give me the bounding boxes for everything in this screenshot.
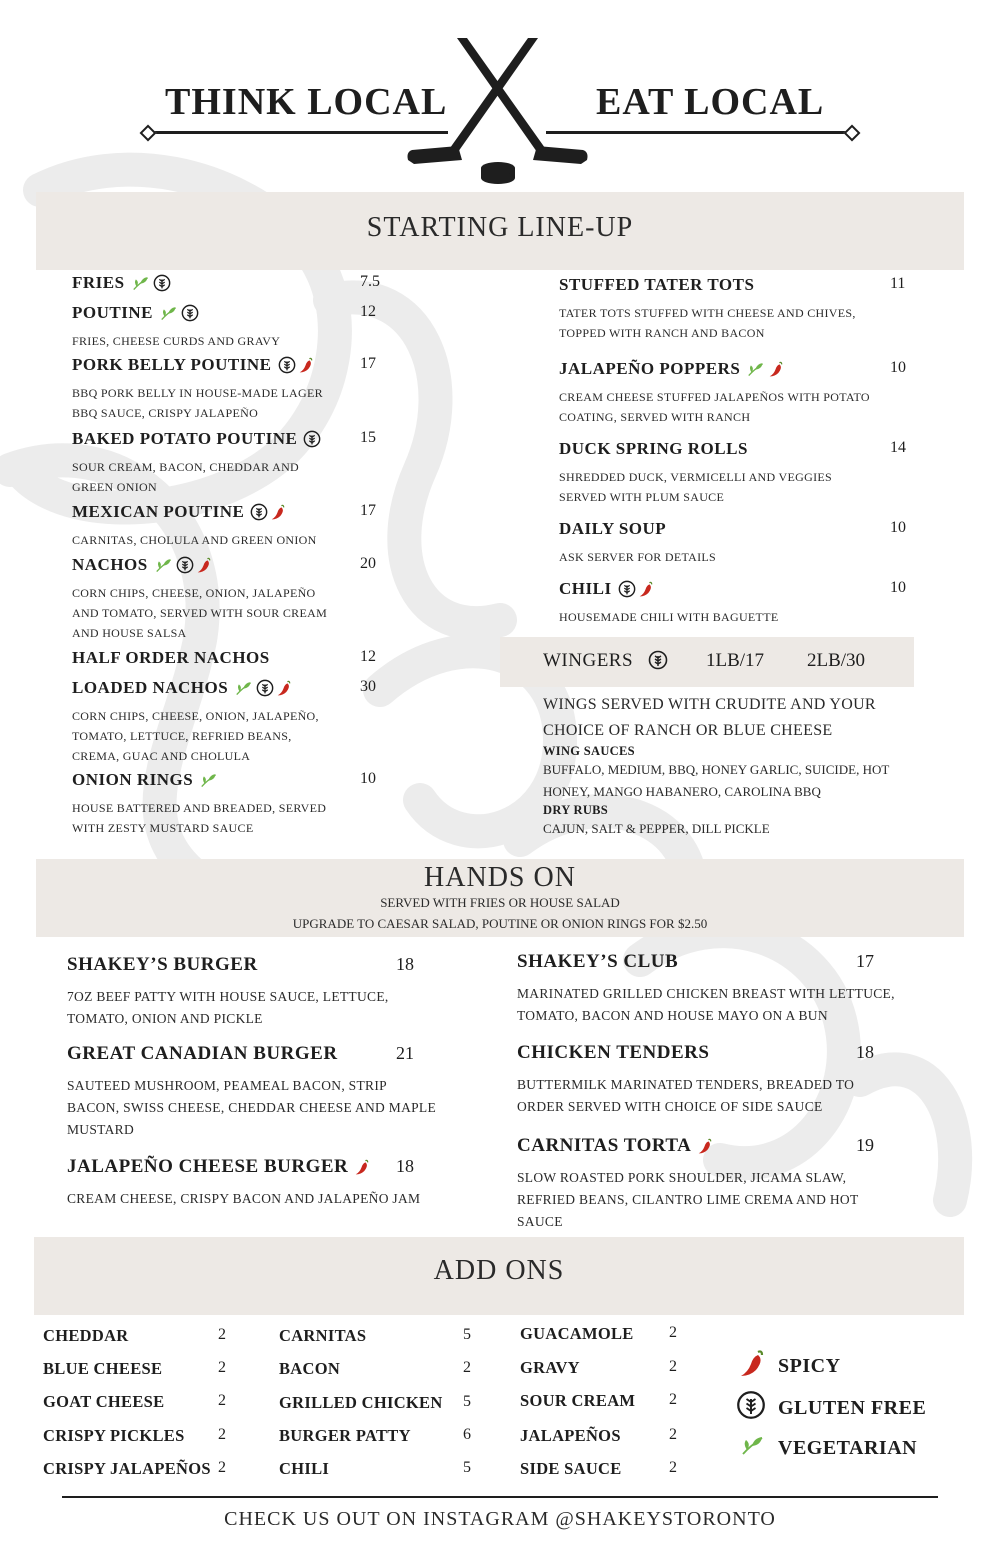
menu-item-duck-spring-rolls [559,439,919,507]
wingers-title: WINGERS [543,650,634,671]
add-on-bacon: BACON [279,1359,341,1378]
hockey-sticks-puck-icon [405,36,590,186]
chili-pepper-icon [298,356,314,374]
add-on-price: 2 [218,1392,226,1409]
menu-item-name-text: CARNITAS TORTA [517,1135,692,1156]
menu-item-great-canadian-burger [67,1043,437,1141]
menu-item-name-text: ONION RINGS [72,770,194,789]
hands-on-subtitle-1: SERVED WITH FRIES OR HOUSE SALAD [380,895,620,910]
menu-item-description: CREAM CHEESE STUFFED JALAPEÑOS WITH POTATO COATING, SERVED WITH RANCH [559,390,870,424]
menu-item-half-order-nachos [72,648,392,668]
menu-item-name [517,1042,907,1064]
menu-item-description: CORN CHIPS, CHEESE, ONION, JALAPEÑO, TOMATO, LETTUCE, REFRIED BEANS, CREMA, GUAC AND CHOLULA [72,709,319,763]
add-on-price: 2 [669,1391,677,1408]
menu-item-fries [72,273,392,293]
menu-item-name-text: PORK BELLY POUTINE [72,355,272,374]
chili-pepper-icon [276,679,292,697]
menu-item-jalapeno-poppers [559,359,919,427]
add-on-price: 2 [669,1358,677,1375]
add-on-price: 2 [218,1459,226,1476]
hands-on-subtitle-2: UPGRADE TO CAESAR SALAD, POUTINE OR ONION RINGS FOR $2.50 [292,916,708,931]
legend-gluten-free-label: GLUTEN FREE [778,1396,927,1419]
menu-item-name [559,275,919,295]
menu-item-shakey-s-burger [67,954,437,1030]
header-left-text: THINK LOCAL [165,81,448,123]
menu-item-price: 10 [890,579,906,596]
menu-item-name-text: FRIES [72,273,125,292]
add-on-blue-cheese: BLUE CHEESE [43,1359,163,1378]
chili-pepper-icon [354,1158,370,1176]
menu-item-price: 20 [360,555,376,572]
add-on-crispy-pickles: CRISPY PICKLES [43,1426,185,1445]
chili-pepper-icon [638,580,654,598]
starting-lineup-title: STARTING LINE-UP [366,212,634,243]
menu-item-price: 21 [396,1043,414,1063]
menu-item-name-text: GREAT CANADIAN BURGER [67,1043,338,1064]
chili-pepper-icon [738,1348,766,1384]
add-on-price: 2 [218,1426,226,1443]
menu-item-name-text: NACHOS [72,555,148,574]
menu-item-name [67,1156,437,1178]
menu-item-jalapeno-cheese-burger [67,1156,437,1210]
vegetarian-leaf-icon [154,557,174,573]
menu-item-name-text: JALAPEÑO CHEESE BURGER [67,1156,349,1177]
legend-gluten-free [736,1390,926,1426]
add-on-jalapenos: JALAPEÑOS [520,1426,621,1445]
chili-pepper-icon [270,503,286,521]
menu-item-name [67,1043,437,1065]
vegetarian-leaf-icon [199,772,219,788]
menu-item-price: 12 [360,648,376,665]
menu-item-price: 7.5 [360,273,380,290]
menu-item-name [72,303,392,323]
menu-item-name [67,954,437,976]
menu-item-price: 11 [890,275,906,292]
add-on-price: 2 [669,1426,677,1443]
menu-item-price: 14 [890,439,906,456]
menu-item-name [72,770,392,790]
add-on-price: 5 [463,1326,471,1343]
header-left-rule [148,131,448,134]
menu-item-description: ASK SERVER FOR DETAILS [559,550,717,564]
menu-item-carnitas-torta [517,1135,907,1233]
menu-item-description: 7OZ BEEF PATTY WITH HOUSE SAUCE, LETTUCE, TOMATO, ONION AND PICKLE [67,989,389,1026]
gluten-free-icon [153,274,171,292]
menu-item-name [517,1135,907,1157]
menu-item-description: BUTTERMILK MARINATED TENDERS, BREADED TO ORDER SERVED WITH CHOICE OF SIDE SAUCE [517,1077,855,1114]
menu-item-name-text: STUFFED TATER TOTS [559,275,755,294]
add-on-price: 2 [669,1324,677,1341]
gluten-free-icon [303,430,321,448]
add-on-guacamole: GUACAMOLE [520,1324,634,1343]
wingers-description: WINGS SERVED WITH CRUDITE AND YOUR CHOICE OF RANCH OR BLUE CHEESE [543,696,876,739]
gluten-free-icon [648,650,668,675]
menu-item-name-text: CHICKEN TENDERS [517,1042,710,1063]
menu-item-name-text: BAKED POTATO POUTINE [72,429,298,448]
dry-rubs-list: CAJUN, SALT & PEPPER, DILL PICKLE [543,821,770,836]
gluten-free-icon [278,356,296,374]
add-on-goat-cheese: GOAT CHEESE [43,1392,165,1411]
menu-item-name-text: SHAKEY’S BURGER [67,954,258,975]
wingers-price-1lb: 1LB/17 [706,650,765,671]
add-on-sour-cream: SOUR CREAM [520,1391,636,1410]
menu-item-description: CORN CHIPS, CHEESE, ONION, JALAPEÑO AND TOMATO, SERVED WITH SOUR CREAM AND HOUSE SALSA [72,586,328,640]
menu-item-price: 10 [890,519,906,536]
add-on-cheddar: CHEDDAR [43,1326,129,1345]
menu-item-price: 18 [396,954,414,974]
menu-item-name-text: DAILY SOUP [559,519,667,538]
menu-item-name-text: POUTINE [72,303,153,322]
menu-item-price: 30 [360,678,376,695]
chili-pepper-icon [196,556,212,574]
menu-item-price: 19 [856,1135,874,1155]
menu-item-price: 15 [360,429,376,446]
menu-item-loaded-nachos [72,678,392,766]
menu-item-description: FRIES, CHEESE CURDS AND GRAVY [72,334,281,348]
menu-item-price: 10 [890,359,906,376]
add-on-chili: CHILI [279,1459,330,1478]
menu-item-price: 10 [360,770,376,787]
wingers-price-2lb: 2LB/30 [807,650,866,671]
menu-item-shakey-s-club [517,951,907,1027]
vegetarian-leaf-icon [740,1434,766,1462]
menu-item-description: CARNITAS, CHOLULA AND GREEN ONION [72,533,317,547]
menu-item-name-text: LOADED NACHOS [72,678,229,697]
menu-item-nachos [72,555,392,643]
starting-lineup-banner [36,192,964,270]
menu-item-name [559,439,919,459]
add-ons-title: ADD ONS [433,1255,565,1286]
menu-item-chicken-tenders [517,1042,907,1118]
menu-item-description: BBQ PORK BELLY IN HOUSE-MADE LAGER BBQ SAUCE, CRISPY JALAPEÑO [72,386,323,420]
menu-item-name [559,519,919,539]
menu-item-description: TATER TOTS STUFFED WITH CHEESE AND CHIVES, TOPPED WITH RANCH AND BACON [559,306,856,340]
add-on-price: 5 [463,1393,471,1410]
menu-item-baked-potato-poutine [72,429,392,497]
gluten-free-icon [250,503,268,521]
chili-pepper-icon [697,1137,713,1155]
add-on-burger-patty: BURGER PATTY [279,1426,411,1445]
add-on-grilled-chicken: GRILLED CHICKEN [279,1393,443,1412]
menu-item-pork-belly-poutine [72,355,392,423]
add-on-side-sauce: SIDE SAUCE [520,1459,622,1478]
header-right-text: EAT LOCAL [596,81,825,123]
add-on-price: 2 [669,1459,677,1476]
add-on-crispy-jalapenos: CRISPY JALAPEÑOS [43,1459,211,1478]
menu-item-name [72,555,392,575]
wingers-details [543,692,903,840]
menu-item-name [559,579,919,599]
add-on-price: 2 [218,1359,226,1376]
menu-item-name-text: JALAPEÑO POPPERS [559,359,741,378]
add-on-carnitas: CARNITAS [279,1326,367,1345]
gluten-free-icon [618,580,636,598]
wing-sauces-label: WING SAUCES [543,744,635,758]
menu-item-mexican-poutine [72,502,392,550]
menu-item-name [72,273,392,293]
menu-item-description: SHREDDED DUCK, VERMICELLI AND VEGGIES SERVED WITH PLUM SAUCE [559,470,832,504]
add-ons-banner [34,1237,964,1315]
menu-item-description: HOUSE BATTERED AND BREADED, SERVED WITH ZESTY MUSTARD SAUCE [72,801,327,835]
menu-item-description: SAUTEED MUSHROOM, PEAMEAL BACON, STRIP BACON, SWISS CHEESE, CHEDDAR CHEESE AND MAPLE MUSTARD [67,1078,437,1137]
menu-item-daily-soup [559,519,919,567]
menu-item-chili [559,579,919,627]
add-on-gravy: GRAVY [520,1358,580,1377]
menu-item-name-text: CHILI [559,579,612,598]
menu-item-name [72,648,392,668]
menu-item-price: 17 [360,355,376,372]
add-on-price: 2 [463,1359,471,1376]
wing-sauces-list: BUFFALO, MEDIUM, BBQ, HONEY GARLIC, SUICIDE, HOT HONEY, MANGO HABANERO, CAROLINA BBQ [543,762,890,799]
legend-vegetarian [740,1434,917,1462]
vegetarian-leaf-icon [234,680,254,696]
vegetarian-leaf-icon [131,275,151,291]
gluten-free-icon [256,679,274,697]
menu-item-onion-rings [72,770,392,838]
menu-item-price: 17 [856,951,874,971]
menu-item-name-text: DUCK SPRING ROLLS [559,439,748,458]
gluten-free-icon [736,1390,766,1426]
hands-on-banner [36,859,964,937]
instagram-footer: CHECK US OUT ON INSTAGRAM @SHAKEYSTORONTO [224,1508,776,1530]
menu-item-price: 12 [360,303,376,320]
wingers-banner [500,637,914,687]
add-on-price: 2 [218,1326,226,1343]
menu-item-description: MARINATED GRILLED CHICKEN BREAST WITH LETTUCE, TOMATO, BACON AND HOUSE MAYO ON A BUN [517,986,895,1023]
hands-on-title: HANDS ON [424,862,576,893]
legend-spicy [738,1348,841,1384]
add-on-price: 5 [463,1459,471,1476]
menu-item-name [72,355,392,375]
vegetarian-leaf-icon [159,305,179,321]
header-right-rule [546,131,852,134]
menu-item-price: 17 [360,502,376,519]
menu-item-name-text: SHAKEY’S CLUB [517,951,679,972]
footer-rule [62,1496,938,1498]
gluten-free-icon [181,304,199,322]
menu-item-description: SOUR CREAM, BACON, CHEDDAR AND GREEN ONION [72,460,300,494]
menu-item-description: HOUSEMADE CHILI WITH BAGUETTE [559,610,779,624]
chili-pepper-icon [768,360,784,378]
menu-item-name [72,429,392,449]
menu-item-description: CREAM CHEESE, CRISPY BACON AND JALAPEÑO JAM [67,1191,421,1206]
menu-item-poutine [72,303,392,351]
dry-rubs-label: DRY RUBS [543,803,609,817]
menu-item-price: 18 [396,1156,414,1176]
menu-item-name-text: MEXICAN POUTINE [72,502,245,521]
gluten-free-icon [176,556,194,574]
menu-item-name [559,359,919,379]
menu-item-stuffed-tater-tots [559,275,919,343]
add-on-price: 6 [463,1426,471,1443]
menu-item-name [72,502,392,522]
menu-item-name [517,951,907,973]
menu-item-price: 18 [856,1042,874,1062]
legend-spicy-label: SPICY [778,1354,841,1377]
vegetarian-leaf-icon [746,361,766,377]
legend-vegetarian-label: VEGETARIAN [778,1436,918,1459]
menu-item-description: SLOW ROASTED PORK SHOULDER, JICAMA SLAW, REFRIED BEANS, CILANTRO LIME CREMA AND HOT SAUCE [517,1170,859,1229]
menu-item-name [72,678,392,698]
menu-item-name-text: HALF ORDER NACHOS [72,648,270,667]
